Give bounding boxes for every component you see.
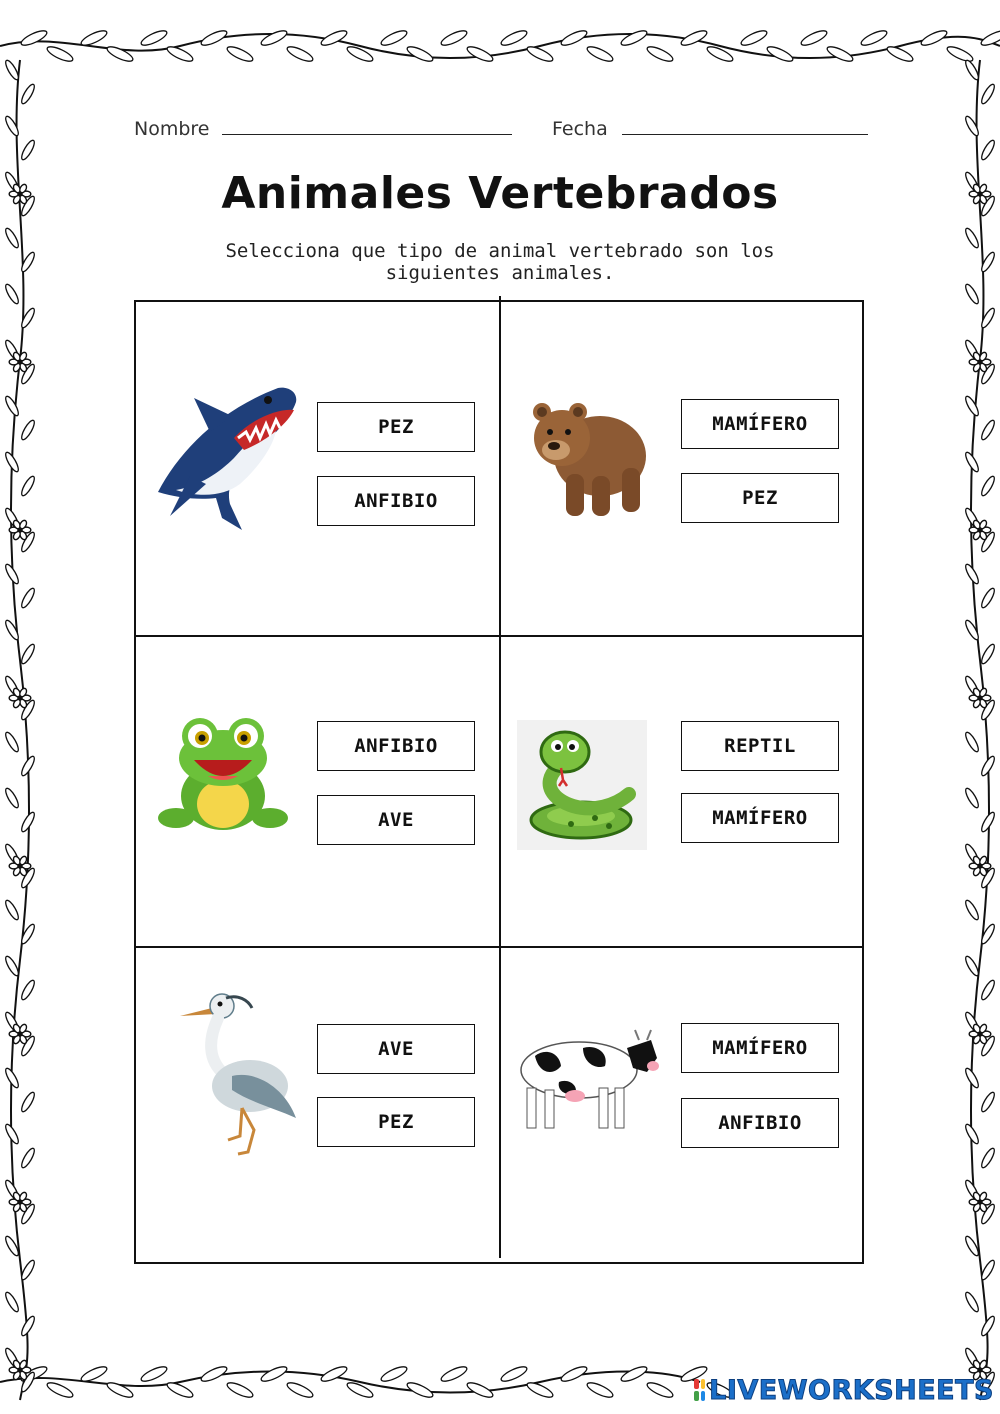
cow-image [515,1026,659,1134]
option-heron-pez[interactable]: PEZ [317,1097,475,1147]
frog-image [156,714,290,838]
option-bear-mamifero[interactable]: MAMÍFERO [681,399,839,449]
name-label: Nombre [134,118,210,140]
option-shark-pez[interactable]: PEZ [317,402,475,452]
option-frog-anfibio[interactable]: ANFIBIO [317,721,475,771]
option-frog-ave[interactable]: AVE [317,795,475,845]
liveworksheets-logo[interactable] [694,1372,994,1408]
instructions: Selecciona que tipo de animal vertebrado son los siguientes animales. [225,240,775,284]
option-shark-anfibio[interactable]: ANFIBIO [317,476,475,526]
heron-image [178,990,300,1156]
grid-divider-row1 [134,635,864,637]
option-bear-pez[interactable]: PEZ [681,473,839,523]
name-field-line[interactable] [222,134,512,135]
floral-border-top [0,0,1000,78]
option-snake-mamifero[interactable]: MAMÍFERO [681,793,839,843]
date-field-line[interactable] [622,134,868,135]
option-cow-mamifero[interactable]: MAMÍFERO [681,1023,839,1073]
option-heron-ave[interactable]: AVE [317,1024,475,1074]
date-label: Fecha [552,118,608,140]
option-cow-anfibio[interactable]: ANFIBIO [681,1098,839,1148]
liveworksheets-logo-icon [694,1379,705,1401]
option-snake-reptil[interactable]: REPTIL [681,721,839,771]
liveworksheets-logo-text: LIVEWORKSHEETS [709,1374,994,1406]
snake-image [517,720,647,850]
grid-divider-vertical [499,296,501,1258]
worksheet-title: Animales Vertebrados [221,168,779,219]
shark-image [150,380,302,536]
grid-divider-row2 [134,946,864,948]
bear-image [526,392,650,520]
